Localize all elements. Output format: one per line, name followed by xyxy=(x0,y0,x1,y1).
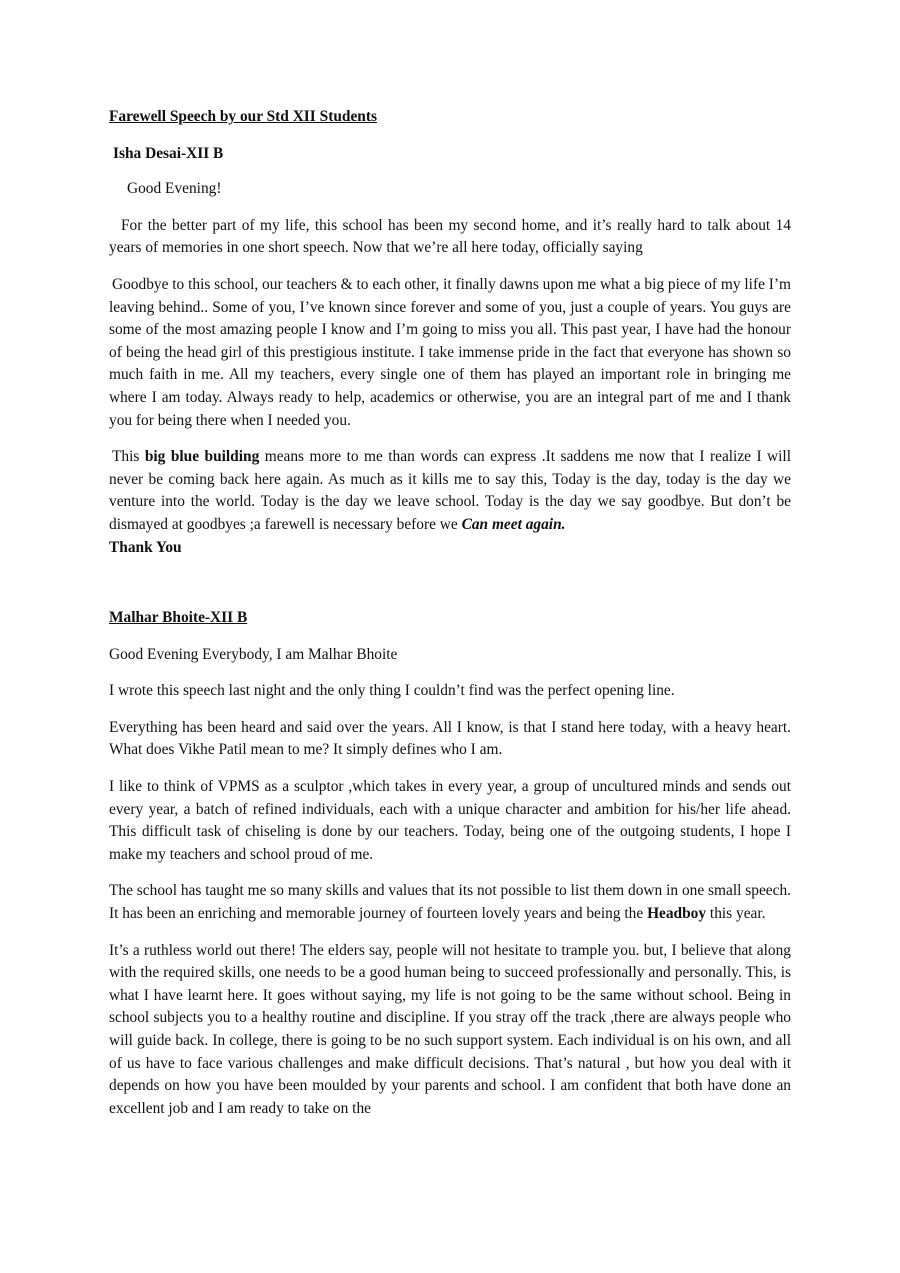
emphasis-big-blue-building: big blue building xyxy=(144,448,260,466)
speaker-name-isha: Isha Desai-XII B xyxy=(113,144,224,162)
speech1-paragraph-1: For the better part of my life, this school has been my second home, and it’s really hard to talk about 14 years of memories in one short speech. Now that we’re all here today, officially saying xyxy=(109,216,791,257)
section-spacer xyxy=(109,559,791,607)
speech2-paragraph-3: I like to think of VPMS as a sculptor ,which takes in every year, a group of uncultured minds and sends out every year, a batch of refined individuals, each with a unique character and ambition for his/her life ahead. This difficult task of chiseling is done by our teachers. Today, being one of the outgoing students, I hope I make my teachers and school proud of me. xyxy=(109,778,791,863)
speech1-paragraph-2: Goodbye to this school, our teachers & to each other, it finally dawns upon me what a big piece of my life I’m leaving behind.. Some of you, I’ve known since forever and some of you, just a couple of years. You guys are some of the most amazing people I know and I’m going to miss you all. This past year, I have had the honour of being the head girl of this prestigious institute. I take immense pride in the fact that everyone has shown so much faith in me. All my teachers, every single one of them has played an important role in bringing me where I am today. Always ready to help, academics or otherwise, you are an integral part of me and I thank you for being there when I needed you. xyxy=(109,275,791,429)
greeting-malhar: Good Evening Everybody, I am Malhar Bhoite xyxy=(109,645,398,663)
speech2-paragraph-1: I wrote this speech last night and the only thing I couldn’t find was the perfect opening line. xyxy=(109,682,675,700)
document-page xyxy=(109,106,791,1120)
speech2-paragraph-4: The school has taught me so many skills and values that its not possible to list them down in one small speech. It has been an enriching and memorable journey of fourteen lovely years and being the Headboy this year. xyxy=(109,882,791,923)
speaker-name-malhar: Malhar Bhoite-XII B xyxy=(109,609,248,627)
speech2-paragraph-2: Everything has been heard and said over the years. All I know, is that I stand here today, with a heavy heart. What does Vikhe Patil mean to me? It simply defines who I am. xyxy=(109,718,791,759)
greeting-isha: Good Evening! xyxy=(127,180,222,198)
speech2-paragraph-5: It’s a ruthless world out there! The elders say, people will not hesitate to trample you. but, I believe that along with the required skills, one needs to be a good human being to succeed professionally and personally. This, is what I have learnt here. It goes without saying, my life is not going to be the same without school. Being in school subjects you to a healthy routine and discipline. If you stray off the track ,there are always people who will guide back. In college, there is going to be no such support system. Each individual is on his own, and all of us have to face various challenges and make difficult decisions. That’s natural , but how you deal with it depends on how you have been moulded by your parents and school. I am confident that both have done an excellent job and I am ready to take on the xyxy=(109,941,791,1117)
emphasis-can-meet-again: Can meet again. xyxy=(461,515,566,533)
speech1-closing: Thank You xyxy=(109,538,182,556)
document-title: Farewell Speech by our Std XII Students xyxy=(109,108,377,125)
speech1-paragraph-3: This big blue building means more to me than words can express .It saddens me now that I realize I will never be coming back here again. As much as it kills me to say this, Today is the day, today is the day we venture into the world. Today is the day we leave school. Today is the day we say goodbye. But don’t be dismayed at goodbyes ;a farewell is necessary before we Can meet again. xyxy=(109,448,791,533)
emphasis-headboy: Headboy xyxy=(647,905,707,923)
